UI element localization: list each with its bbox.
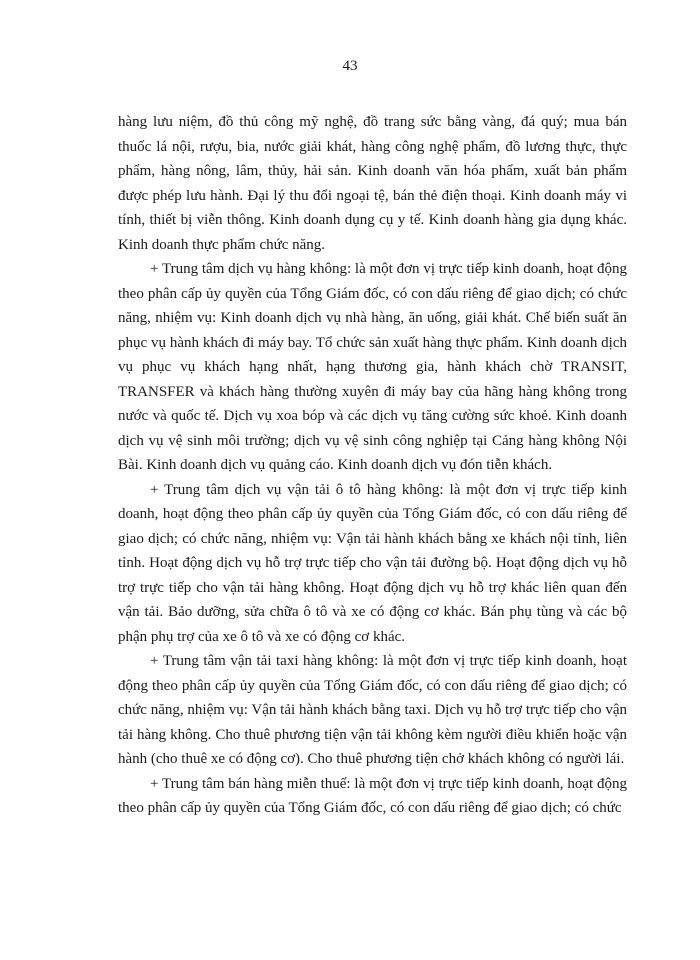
paragraph-taxi-transport-center: + Trung tâm vận tải taxi hàng không: là một đơn vị trực tiếp kinh doanh, hoạt động theo phân cấp ủy quyền của Tổng Giám đốc, có con dấu riêng để giao dịch; có chức năng, nhiệm vụ: Vận tải hành khách bằng taxi. Dịch vụ hỗ trợ trực tiếp cho vận tải hàng không. Cho thuê phương tiện vận tải không kèm người điều khiển hoặc vận hành (cho thuê xe có động cơ). Cho thuê phương tiện chở khách không có người lái.: [118, 653, 627, 767]
paragraph-goods-list: hàng lưu niệm, đồ thủ công mỹ nghệ, đồ trang sức bằng vàng, đá quý; mua bán thuốc lá nội, rượu, bia, nước giải khát, hàng công nghệ phẩm, đồ lương thực, thực phẩm, hàng nông, lâm, thủy, hải sản. Kinh doanh văn hóa phẩm, xuất bản phẩm được phép lưu hành. Đại lý thu đổi ngoại tệ, bán thẻ điện thoại. Kinh doanh máy vi tính, thiết bị viễn thông. Kinh doanh dụng cụ y tế. Kinh doanh hàng gia dụng khác. Kinh doanh thực phẩm chức năng.: [118, 114, 627, 253]
paragraph-duty-free-center: + Trung tâm bán hàng miễn thuế: là một đơn vị trực tiếp kinh doanh, hoạt động theo phân cấp ủy quyền của Tổng Giám đốc, có con dấu riêng để giao dịch; có chức: [118, 775, 627, 816]
body-text: [118, 110, 627, 821]
paragraph-aviation-service-center: + Trung tâm dịch vụ hàng không: là một đơn vị trực tiếp kinh doanh, hoạt động theo phân cấp ủy quyền của Tổng Giám đốc, có con dấu riêng để giao dịch; có chức năng, nhiệm vụ: Kinh doanh dịch vụ nhà hàng, ăn uống, giải khát. Chế biến suất ăn phục vụ hành khách đi máy bay. Tổ chức sản xuất hàng thực phẩm. Kinh doanh dịch vụ phục vụ khách hạng nhất, hạng thương gia, hành khách chờ TRANSIT, TRANSFER và khách hàng thường xuyên đi máy bay của hãng hàng không trong nước và quốc tế. Dịch vụ xoa bóp và các dịch vụ tăng cường sức khoẻ. Kinh doanh dịch vụ vệ sinh môi trường; dịch vụ vệ sinh công nghiệp tại Cảng hàng không Nội Bài. Kinh doanh dịch vụ quảng cáo. Kinh doanh dịch vụ đón tiễn khách.: [118, 261, 627, 473]
paragraph-car-transport-center: + Trung tâm dịch vụ vận tải ô tô hàng không: là một đơn vị trực tiếp kinh doanh, hoạt động theo phân cấp ủy quyền của Tổng Giám đốc, có con dấu riêng để giao dịch; có chức năng, nhiệm vụ: Vận tải hành khách bằng xe khách nội tỉnh, liên tỉnh. Hoạt động dịch vụ hỗ trợ trực tiếp cho vận tải đường bộ. Hoạt động dịch vụ hỗ trợ trực tiếp cho vận tải hàng không. Hoạt động dịch vụ hỗ trợ khác liên quan đến vận tải. Bảo dưỡng, sửa chữa ô tô và xe có động cơ khác. Bán phụ tùng và các bộ phận phụ trợ của xe ô tô và xe có động cơ khác.: [118, 481, 627, 645]
page-number: 43: [342, 58, 358, 74]
